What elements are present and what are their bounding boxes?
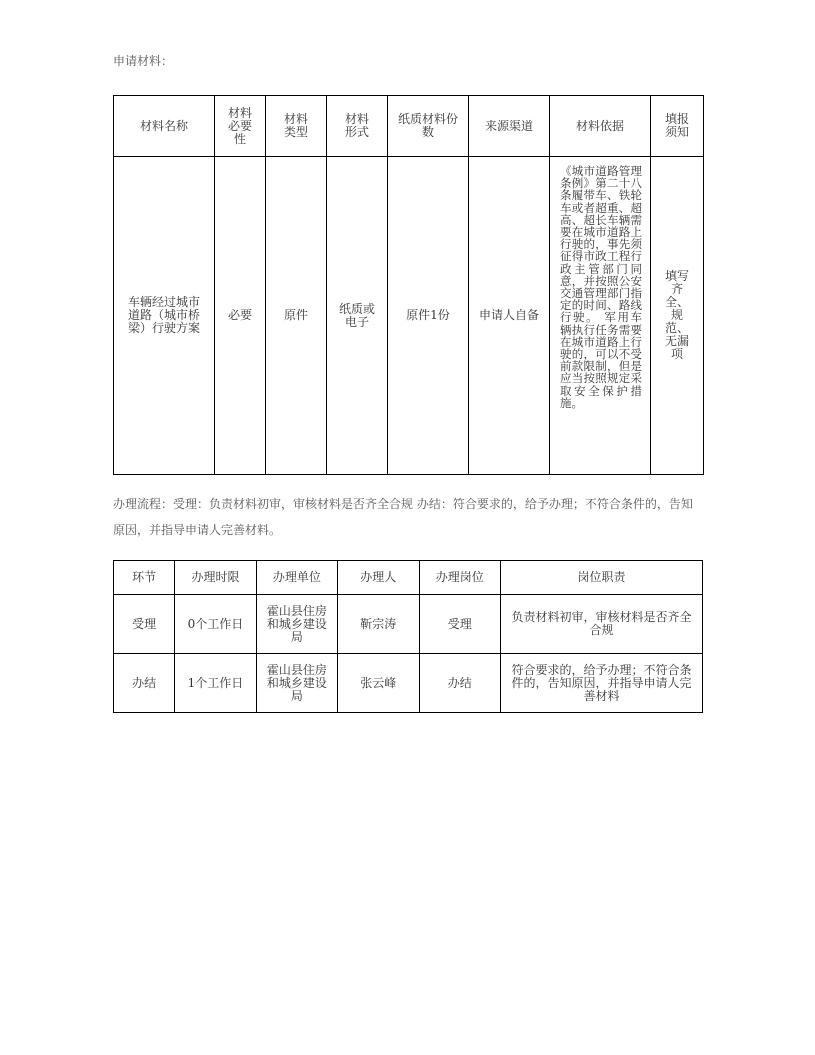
header-cell: 纸质材料份数 [388, 96, 469, 157]
header-cell: 材料类型 [266, 96, 327, 157]
process-header-row [114, 561, 703, 595]
process-duty: 负责材料初审，审核材料是否齐全合规 [500, 595, 702, 654]
process-handler: 张云峰 [338, 654, 419, 713]
material-type: 原件 [266, 157, 327, 475]
table-row [114, 654, 703, 713]
header-cell: 岗位职责 [500, 561, 702, 595]
material-basis: 《城市道路管理条例》第二十八条履带车、铁轮车或者超重、超高、超长车辆需要在城市道路上行驶的，事先须征得市政工程行政主管部门同意，并按照公安交通管理部门指定的时间、路线行驶。 军用车辆执行任务需要在城市道路上行驶的，可以不受前款限制，但是应当按照规定采取安全保护措施。 [550, 157, 651, 475]
header-cell: 办理人 [338, 561, 419, 595]
process-time-limit: 1个工作日 [175, 654, 256, 713]
header-cell: 材料依据 [550, 96, 651, 157]
header-cell: 填报须知 [651, 96, 704, 157]
materials-header-row [114, 96, 704, 157]
header-cell: 环节 [114, 561, 175, 595]
material-notes: 填写齐全、规范、无漏项 [651, 157, 704, 475]
material-copies: 原件1份 [388, 157, 469, 475]
process-time-limit: 0个工作日 [175, 595, 256, 654]
material-form: 纸质或电子 [327, 157, 388, 475]
header-cell: 材料名称 [114, 96, 215, 157]
process-post: 办结 [419, 654, 500, 713]
header-cell: 材料形式 [327, 96, 388, 157]
process-stage: 受理 [114, 595, 175, 654]
material-necessity: 必要 [215, 157, 266, 475]
header-cell: 办理岗位 [419, 561, 500, 595]
process-unit: 霍山县住房和城乡建设局 [256, 595, 337, 654]
process-flow-text: 办理流程：受理：负责材料初审，审核材料是否齐全合规 办结：符合要求的，给予办理；不符合条件的，告知原因，并指导申请人完善材料。 [113, 497, 693, 537]
header-cell: 办理单位 [256, 561, 337, 595]
process-unit: 霍山县住房和城乡建设局 [256, 654, 337, 713]
material-name: 车辆经过城市道路（城市桥梁）行驶方案 [114, 157, 215, 475]
process-duty: 符合要求的，给予办理；不符合条件的，告知原因，并指导申请人完善材料 [500, 654, 702, 713]
process-stage: 办结 [114, 654, 175, 713]
material-source: 申请人自备 [469, 157, 550, 475]
header-cell: 来源渠道 [469, 96, 550, 157]
materials-section-label: 申请材料： [113, 54, 174, 68]
process-handler: 靳宗涛 [338, 595, 419, 654]
process-table [113, 560, 703, 713]
header-cell: 办理时限 [175, 561, 256, 595]
table-row [114, 595, 703, 654]
table-row [114, 157, 704, 475]
header-cell: 材料必要性 [215, 96, 266, 157]
materials-table [113, 95, 704, 475]
process-post: 受理 [419, 595, 500, 654]
